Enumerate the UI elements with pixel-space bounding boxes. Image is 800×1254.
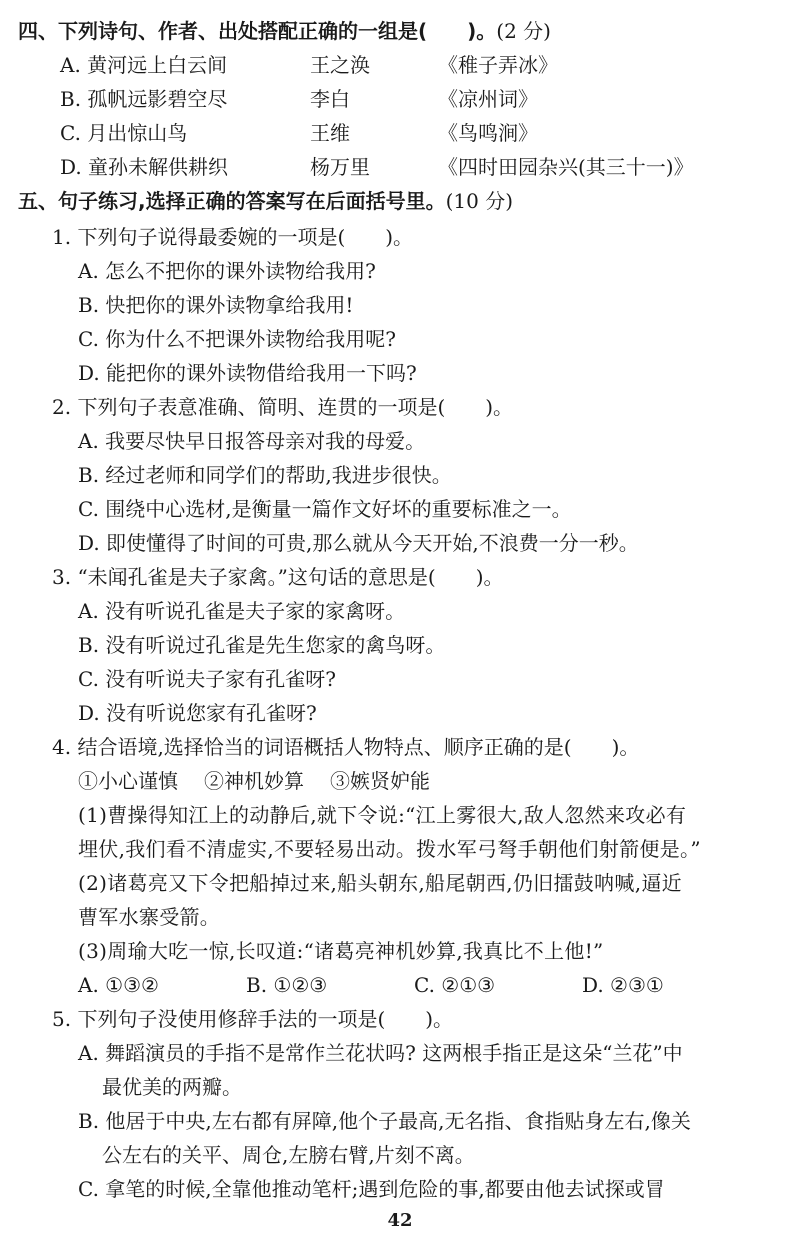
poem-author: 王之涣 (310, 53, 370, 77)
poem-source: 《四时田园杂兴(其三十一)》 (438, 155, 694, 179)
section4-heading-text: 四、下列诗句、作者、出处搭配正确的一组是( )。 (18, 19, 497, 43)
choice-d: D. ②③① (582, 973, 664, 997)
question-1-option-c: C. 你为什么不把课外读物给我用呢? (78, 327, 397, 351)
word-option: ①小心谨慎 (78, 769, 178, 793)
question-5-option-a-line-1: A. 舞蹈演员的手指不是常作兰花状吗? 这两根手指正是这朵“兰花”中 (78, 1041, 683, 1065)
choice-c: C. ②①③ (414, 973, 496, 997)
section5-points: (10 分) (445, 189, 514, 213)
poem-author: 李白 (310, 87, 350, 111)
question-1-stem: 1. 下列句子说得最委婉的一项是( )。 (52, 225, 414, 249)
section4-option-b (60, 82, 538, 116)
section5-heading (18, 184, 513, 218)
section4-option-a (60, 48, 558, 82)
question-3-option-d: D. 没有听说您家有孔雀呀? (78, 701, 317, 725)
section4-points: (2 分) (496, 19, 551, 43)
question-3-option-c: C. 没有听说夫子家有孔雀呀? (78, 667, 337, 691)
choice-a: A. ①③② (78, 973, 159, 997)
poem-source: 《凉州词》 (438, 87, 538, 111)
question-2-option-d: D. 即使懂得了时间的可贵,那么就从今天开始,不浪费一分一秒。 (78, 531, 639, 555)
question-4-passage-3: (3)周瑜大吃一惊,长叹道:“诸葛亮神机妙算,我真比不上他!” (78, 939, 604, 963)
section4-option-c (60, 116, 538, 150)
poem-line: A. 黄河远上白云间 (60, 53, 228, 77)
page-number: 42 (387, 1210, 413, 1231)
question-4-passage-1-line-2: 埋伏,我们看不清虚实,不要轻易出动。拨水军弓弩手朝他们射箭便是。” (78, 837, 701, 861)
poem-line: B. 孤帆远影碧空尽 (60, 87, 228, 111)
question-2-option-c: C. 围绕中心选材,是衡量一篇作文好坏的重要标准之一。 (78, 497, 572, 521)
question-3-option-b: B. 没有听说过孔雀是先生您家的禽鸟呀。 (78, 633, 446, 657)
question-5-stem: 5. 下列句子没使用修辞手法的一项是( )。 (52, 1007, 454, 1031)
question-4-passage-2-line-1: (2)诸葛亮又下令把船掉过来,船头朝东,船尾朝西,仍旧擂鼓呐喊,逼近 (78, 871, 682, 895)
choice-b: B. ①②③ (246, 973, 328, 997)
section4-heading (18, 14, 551, 48)
poem-source: 《稚子弄冰》 (438, 53, 558, 77)
word-option: ③嫉贤妒能 (330, 769, 430, 793)
question-1-option-a: A. 怎么不把你的课外读物给我用? (78, 259, 376, 283)
question-3-option-a: A. 没有听说孔雀是夫子家的家禽呀。 (78, 599, 406, 623)
question-2-option-b: B. 经过老师和同学们的帮助,我进步很快。 (78, 463, 452, 487)
section5-heading-text: 五、句子练习,选择正确的答案写在后面括号里。 (18, 189, 446, 213)
question-1-option-b: B. 快把你的课外读物拿给我用! (78, 293, 354, 317)
question-4-passage-2-line-2: 曹军水寨受箭。 (78, 905, 221, 929)
poem-line: C. 月出惊山鸟 (60, 121, 188, 145)
poem-line: D. 童孙未解供耕织 (60, 155, 229, 179)
section4-option-d (60, 150, 694, 184)
question-5-option-b-line-2: 公左右的关平、周仓,左膀右臂,片刻不离。 (102, 1143, 475, 1167)
question-5-option-a-line-2: 最优美的两瓣。 (102, 1075, 242, 1099)
question-3-stem: 3. “未闻孔雀是夫子家禽。”这句话的意思是( )。 (52, 565, 504, 589)
question-4-choices (78, 968, 750, 1002)
question-2-stem: 2. 下列句子表意准确、简明、连贯的一项是( )。 (52, 395, 514, 419)
word-option: ②神机妙算 (204, 769, 304, 793)
question-2-option-a: A. 我要尽快早日报答母亲对我的母爱。 (78, 429, 426, 453)
question-4-word-bank (78, 764, 456, 798)
question-5-option-b-line-1: B. 他居于中央,左右都有屏障,他个子最高,无名指、食指贴身左右,像关 (78, 1109, 691, 1133)
question-5-option-c-line-1: C. 拿笔的时候,全靠他推动笔杆;遇到危险的事,都要由他去试探或冒 (78, 1177, 665, 1201)
poem-source: 《鸟鸣涧》 (438, 121, 538, 145)
question-4-passage-1-line-1: (1)曹操得知江上的动静后,就下令说:“江上雾很大,敌人忽然来攻必有 (78, 803, 687, 827)
poem-author: 王维 (310, 121, 350, 145)
question-4-stem: 4. 结合语境,选择恰当的词语概括人物特点、顺序正确的是( )。 (52, 735, 640, 759)
question-1-option-d: D. 能把你的课外读物借给我用一下吗? (78, 361, 417, 385)
poem-author: 杨万里 (310, 155, 370, 179)
